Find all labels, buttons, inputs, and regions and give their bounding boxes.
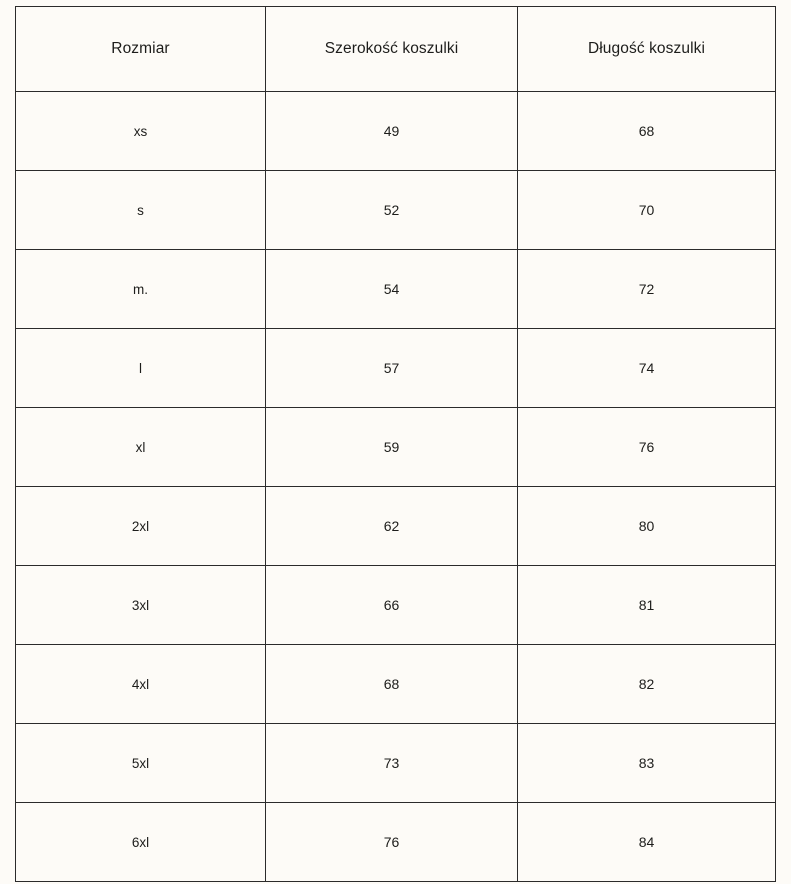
table-row xyxy=(16,566,776,645)
cell-length: 74 xyxy=(518,329,776,408)
cell-length: 76 xyxy=(518,408,776,487)
cell-length: 84 xyxy=(518,803,776,882)
cell-size: 5xl xyxy=(16,724,266,803)
cell-size: s xyxy=(16,171,266,250)
cell-length: 81 xyxy=(518,566,776,645)
table-row xyxy=(16,171,776,250)
cell-size: l xyxy=(16,329,266,408)
table-header-row xyxy=(16,7,776,92)
cell-width: 66 xyxy=(266,566,518,645)
table-row xyxy=(16,645,776,724)
table-row xyxy=(16,329,776,408)
column-header-length: Długość koszulki xyxy=(518,7,776,92)
cell-width: 76 xyxy=(266,803,518,882)
cell-width: 49 xyxy=(266,92,518,171)
table-header xyxy=(16,7,776,92)
table-row xyxy=(16,92,776,171)
table-body xyxy=(16,92,776,882)
cell-length: 80 xyxy=(518,487,776,566)
table-row xyxy=(16,724,776,803)
column-header-width: Szerokość koszulki xyxy=(266,7,518,92)
cell-size: 2xl xyxy=(16,487,266,566)
table-row xyxy=(16,803,776,882)
cell-size: 6xl xyxy=(16,803,266,882)
cell-width: 54 xyxy=(266,250,518,329)
cell-size: xl xyxy=(16,408,266,487)
cell-length: 68 xyxy=(518,92,776,171)
cell-size: 3xl xyxy=(16,566,266,645)
size-chart-table xyxy=(15,6,776,882)
column-header-size: Rozmiar xyxy=(16,7,266,92)
cell-length: 82 xyxy=(518,645,776,724)
cell-width: 52 xyxy=(266,171,518,250)
table-row xyxy=(16,487,776,566)
cell-size: xs xyxy=(16,92,266,171)
cell-size: 4xl xyxy=(16,645,266,724)
table-row xyxy=(16,250,776,329)
cell-width: 62 xyxy=(266,487,518,566)
cell-width: 57 xyxy=(266,329,518,408)
cell-length: 72 xyxy=(518,250,776,329)
cell-length: 83 xyxy=(518,724,776,803)
cell-width: 59 xyxy=(266,408,518,487)
cell-width: 68 xyxy=(266,645,518,724)
table-row xyxy=(16,408,776,487)
cell-length: 70 xyxy=(518,171,776,250)
cell-width: 73 xyxy=(266,724,518,803)
cell-size: m. xyxy=(16,250,266,329)
